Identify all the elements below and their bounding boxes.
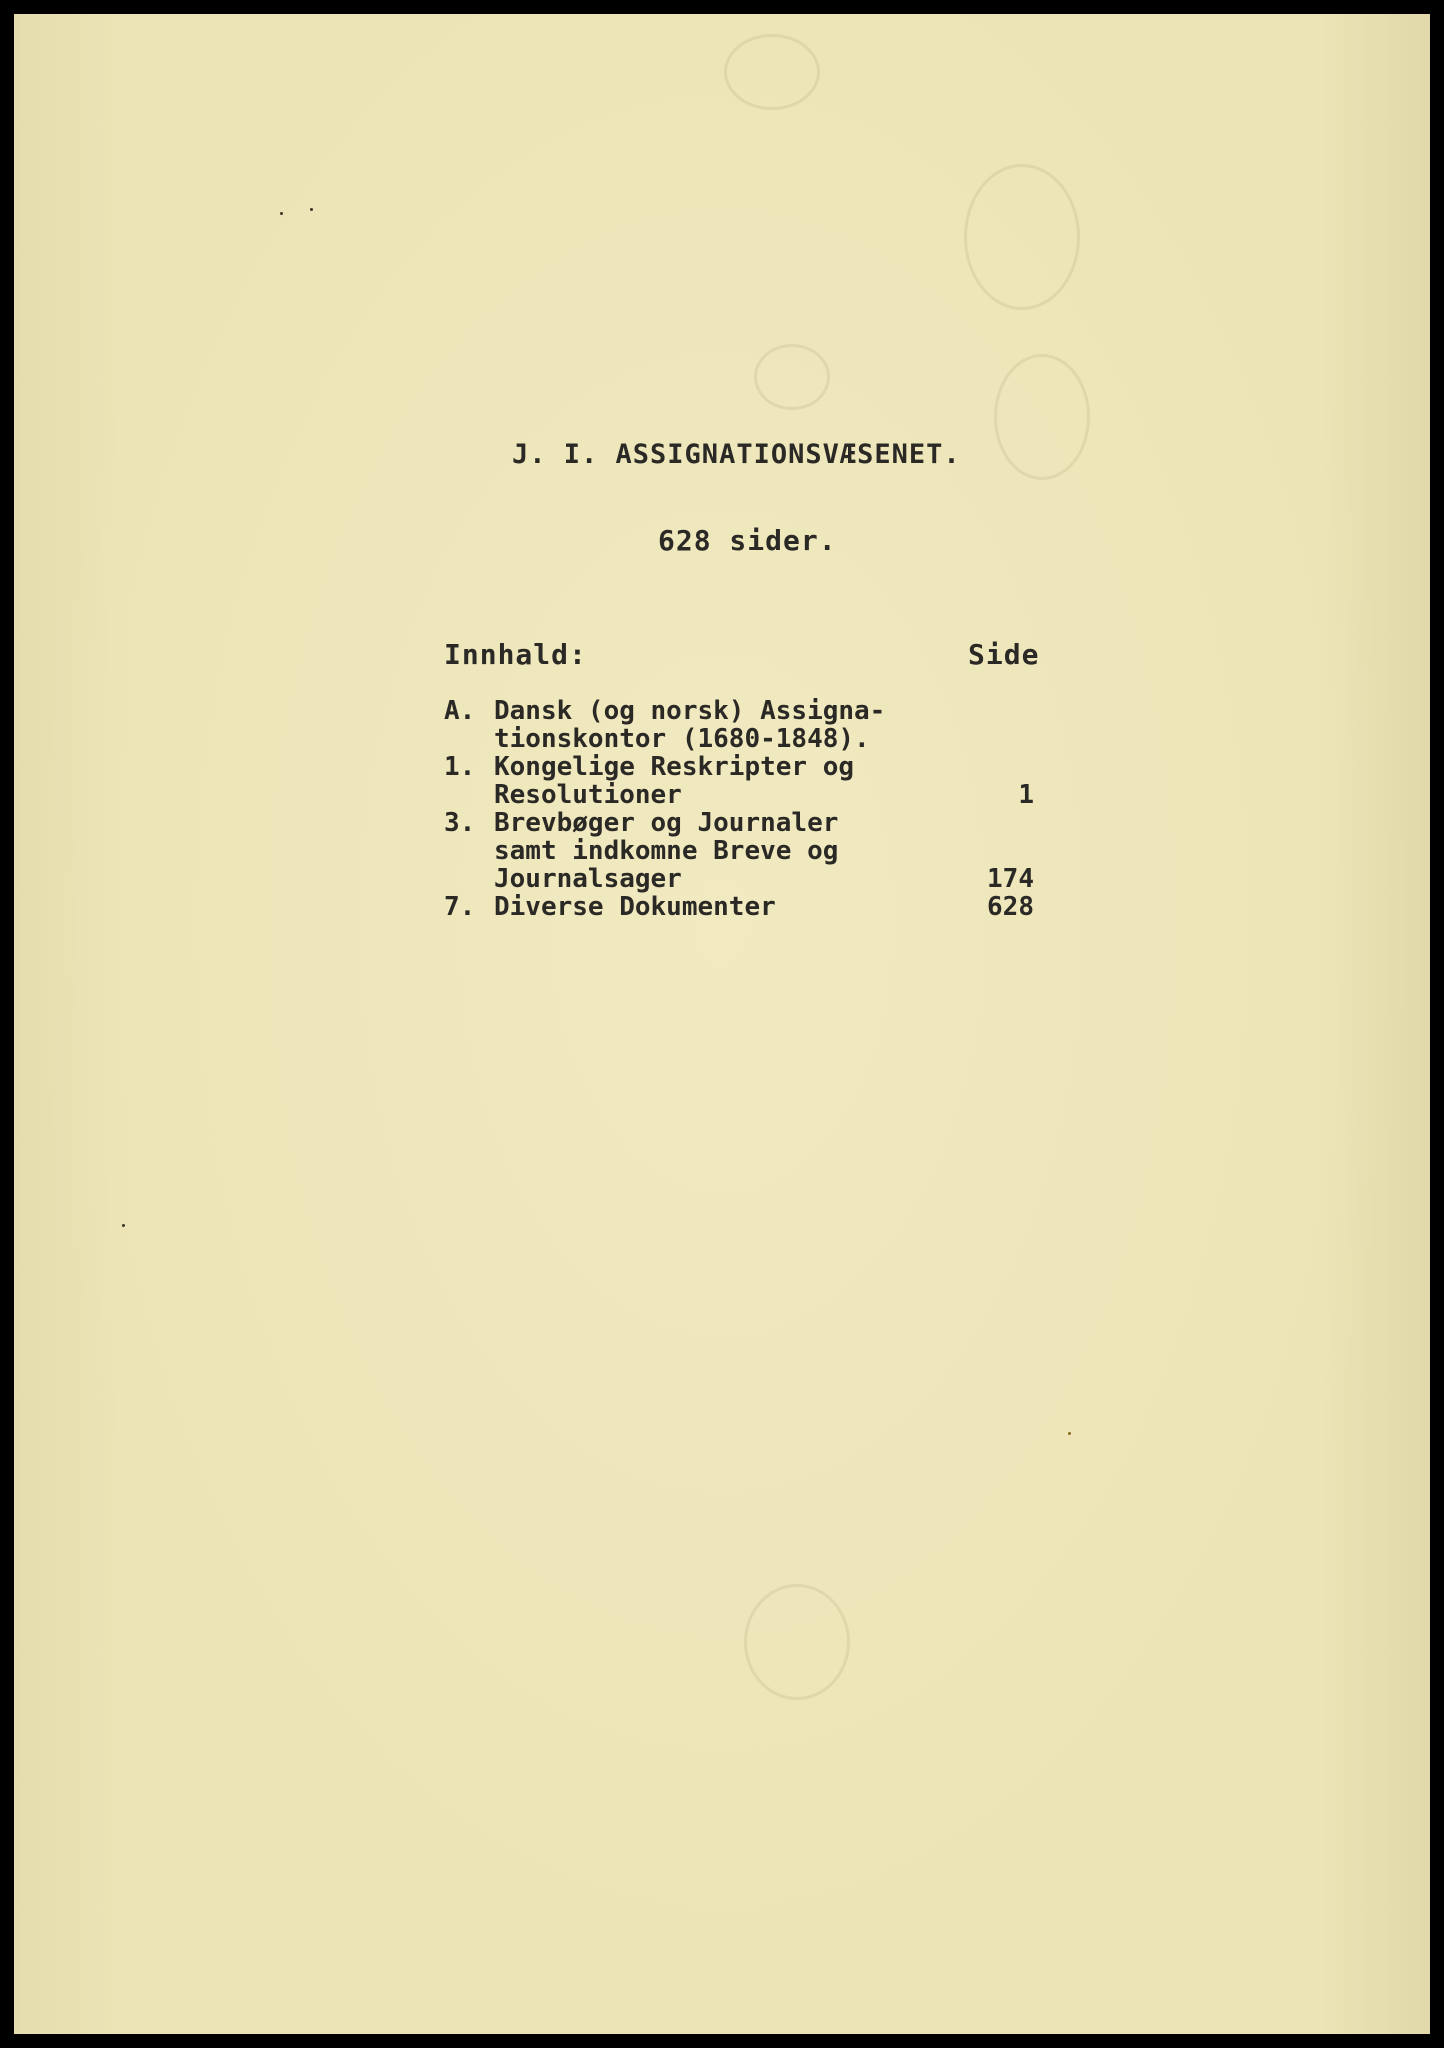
toc-entry-text: Resolutioner	[494, 780, 682, 810]
page-column-header: Side	[968, 638, 1040, 671]
bleed-through-mark	[964, 164, 1080, 310]
toc-entry-label: 1.	[444, 752, 476, 782]
bleed-through-mark	[994, 354, 1090, 480]
speck	[310, 208, 313, 211]
document-page	[14, 14, 1430, 2034]
toc-entry-line	[444, 725, 1034, 753]
page-count: 628 sider.	[658, 524, 837, 557]
document-title: J. I. ASSIGNATIONSVÆSENET.	[512, 439, 961, 470]
toc-entry-label: A.	[444, 696, 476, 726]
toc-entry-page: 628	[987, 892, 1034, 922]
toc-entry-text: tionskontor (1680-1848).	[494, 724, 870, 754]
toc-entry-text: Dansk (og norsk) Assigna-	[494, 696, 886, 726]
toc-entry-line	[444, 893, 1034, 921]
toc-entry-page: 174	[987, 864, 1034, 894]
toc-entry-line	[444, 865, 1034, 893]
speck	[122, 1224, 125, 1227]
toc-entry-text: Brevbøger og Journaler	[494, 808, 839, 838]
toc-entry-page: 1	[1018, 780, 1034, 810]
toc-entry-line	[444, 781, 1034, 809]
toc-entry-text: Diverse Dokumenter	[494, 892, 776, 922]
bleed-through-mark	[724, 34, 820, 110]
toc-entry-line	[444, 837, 1034, 865]
toc-entry-line	[444, 697, 1034, 725]
table-of-contents	[444, 697, 1034, 921]
toc-entry-text: samt indkomne Breve og	[494, 836, 839, 866]
bleed-through-mark	[744, 1584, 850, 1700]
bleed-through-mark	[754, 344, 830, 410]
speck	[280, 212, 283, 215]
toc-entry-line	[444, 753, 1034, 781]
toc-entry-text: Kongelige Reskripter og	[494, 752, 855, 782]
toc-entry-text: Journalsager	[494, 864, 682, 894]
toc-entry-label: 7.	[444, 892, 476, 922]
toc-entry-line	[444, 809, 1034, 837]
speck	[1068, 1432, 1071, 1435]
toc-entry-label: 3.	[444, 808, 476, 838]
contents-header: Innhald:	[444, 638, 587, 671]
